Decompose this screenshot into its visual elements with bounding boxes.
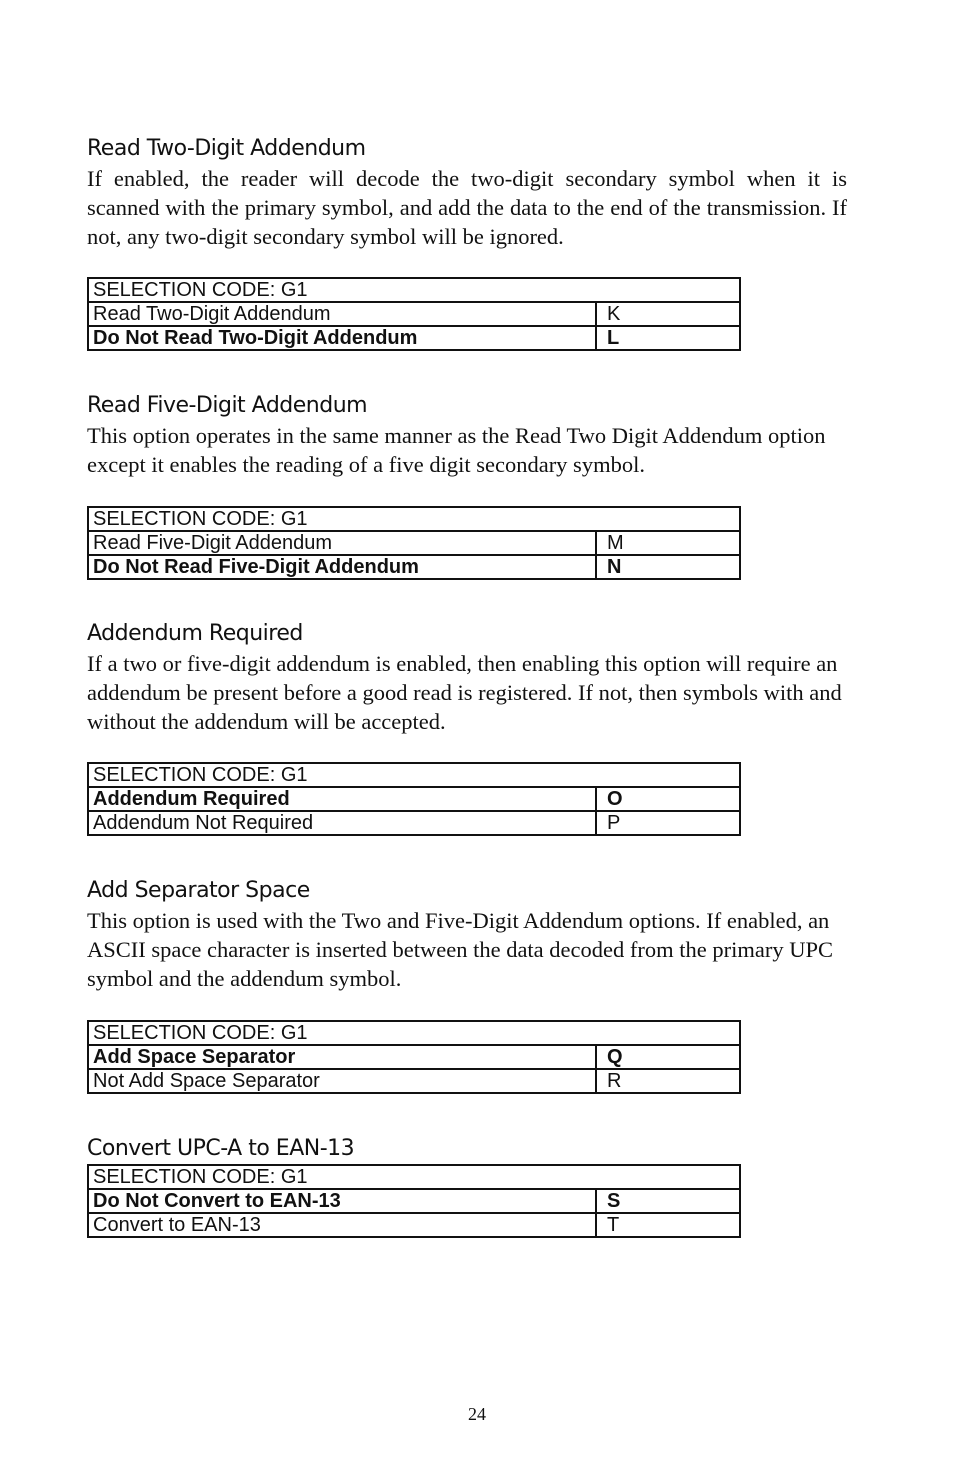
option-code: O: [596, 787, 740, 811]
table-row: [88, 531, 740, 555]
option-code: N: [596, 555, 740, 579]
option-code: T: [596, 1213, 740, 1237]
option-label: Do Not Read Two-Digit Addendum: [88, 326, 596, 350]
table-row: [88, 326, 740, 350]
section-title: Convert UPC-A to EAN-13: [87, 1136, 355, 1161]
table-row: [88, 302, 740, 326]
selection-code-header: SELECTION CODE: G1: [88, 278, 740, 302]
selection-code-header: SELECTION CODE: G1: [88, 1165, 740, 1189]
section-title: Read Five-Digit Addendum: [87, 393, 368, 418]
section-title: Addendum Required: [87, 621, 303, 646]
option-code: M: [596, 531, 740, 555]
option-label: Do Not Convert to EAN-13: [88, 1189, 596, 1213]
selection-table: [87, 277, 741, 351]
section-addendum-required: [87, 619, 847, 834]
option-label: Convert to EAN-13: [88, 1213, 596, 1237]
table-row: [88, 1069, 740, 1093]
option-label: Add Space Separator: [88, 1045, 596, 1069]
selection-code-header: SELECTION CODE: G1: [88, 507, 740, 531]
section-body: This option operates in the same manner as the Read Two Digit Addendum option except it enables the reading of a five digit secondary symbol.: [87, 423, 826, 477]
option-code: K: [596, 302, 740, 326]
section-body: This option is used with the Two and Five-Digit Addendum options. If enabled, an ASCII space character is inserted between the data decoded from the primary UPC symbol and the addendum symbol.: [87, 908, 833, 991]
section-read-five-digit-addendum: [87, 391, 847, 578]
section-add-separator-space: [87, 876, 847, 1092]
section-read-two-digit-addendum: [87, 134, 847, 349]
selection-table: [87, 506, 741, 580]
option-code: P: [596, 811, 740, 835]
option-code: Q: [596, 1045, 740, 1069]
selection-table: [87, 1020, 741, 1094]
table-row: [88, 787, 740, 811]
selection-table: [87, 762, 741, 836]
table-row: [88, 1213, 740, 1237]
option-code: R: [596, 1069, 740, 1093]
option-code: S: [596, 1189, 740, 1213]
option-label: Addendum Required: [88, 787, 596, 811]
section-convert-upc-a-to-ean-13: [87, 1134, 847, 1236]
table-row: [88, 1189, 740, 1213]
option-label: Addendum Not Required: [88, 811, 596, 835]
table-row: [88, 1045, 740, 1069]
option-label: Read Two-Digit Addendum: [88, 302, 596, 326]
section-title: Read Two-Digit Addendum: [87, 136, 366, 161]
table-row: [88, 555, 740, 579]
option-label: Not Add Space Separator: [88, 1069, 596, 1093]
option-code: L: [596, 326, 740, 350]
option-label: Do Not Read Five-Digit Addendum: [88, 555, 596, 579]
table-row: [88, 811, 740, 835]
section-body: If enabled, the reader will decode the two-digit secondary symbol when it is scanned with the primary symbol, and add the data to the end of the transmission. If not, any two-digit secondary symbol will be ignored.: [87, 166, 847, 249]
selection-table: [87, 1164, 741, 1238]
section-body: If a two or five-digit addendum is enabled, then enabling this option will require an addendum be present before a good read is registered. If not, then symbols with and without the addendum will be accepted.: [87, 651, 842, 734]
page-number: 24: [468, 1404, 486, 1424]
selection-code-header: SELECTION CODE: G1: [88, 1021, 740, 1045]
selection-code-header: SELECTION CODE: G1: [88, 763, 740, 787]
section-title: Add Separator Space: [87, 878, 310, 903]
option-label: Read Five-Digit Addendum: [88, 531, 596, 555]
